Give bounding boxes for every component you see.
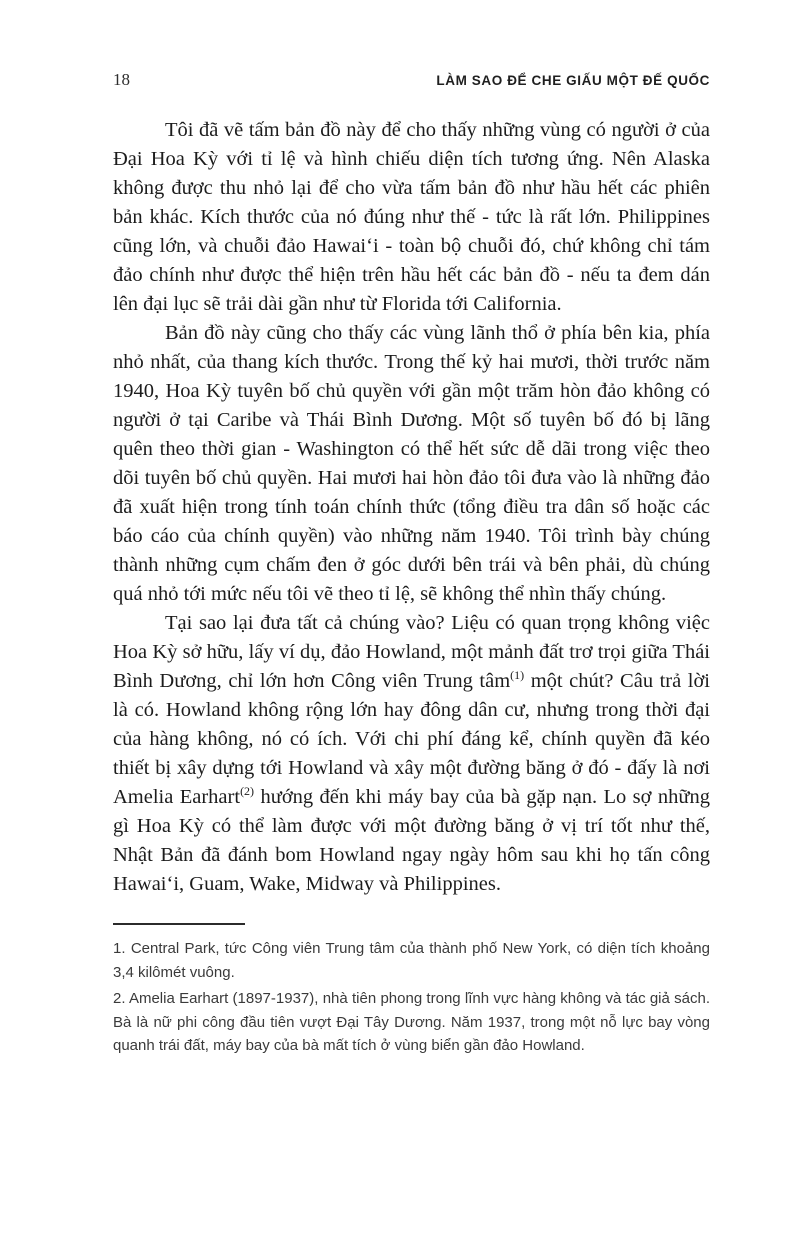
footnote-ref-2: (2) xyxy=(240,784,255,799)
footnotes-section xyxy=(113,923,710,1058)
body-text xyxy=(113,116,710,899)
footnote-2: 2. Amelia Earhart (1897-1937), nhà tiên phong trong lĩnh vực hàng không và tác giả sách. Bà là nữ phi công đầu tiên vượt Đại Tây Dương. Năm 1937, trong một nỗ lực bay vòng quanh trái đất, máy bay của bà mất tích ở vùng biển gần đảo Howland. xyxy=(113,990,710,1054)
footnote-separator xyxy=(113,923,245,925)
paragraph-2: Bản đồ này cũng cho thấy các vùng lãnh thổ ở phía bên kia, phía nhỏ nhất, của thang kích thước. Trong thế kỷ hai mươi, thời trước năm 1940, Hoa Kỳ tuyên bố chủ quyền với gần một trăm hòn đảo không có người ở tại Caribe và Thái Bình Dương. Một số tuyên bố đó bị lãng quên theo thời gian - Washington có thể hết sức dễ dãi trong việc theo dõi tuyên bố chủ quyền. Hai mươi hai hòn đảo tôi đưa vào là những đảo đã xuất hiện trong tính toán chính thức (tổng điều tra dân số hoặc các báo cáo của chính quyền) vào những năm 1940. Tôi trình bày chúng thành những cụm chấm đen ở góc dưới bên trái và bên phải, dù chúng quá nhỏ tới mức nếu tôi vẽ theo tỉ lệ, sẽ không thể nhìn thấy chúng. xyxy=(113,322,710,605)
footnote-1: 1. Central Park, tức Công viên Trung tâm của thành phố New York, có diện tích khoảng 3,4 kilômét vuông. xyxy=(113,940,710,981)
paragraph-3-text-b: một chút? Câu trả lời là có. Howland không rộng lớn hay đông dân cư, nhưng trong thời đại của hàng không, nó có ích. Với chi phí đáng kể, chính quyền đã kéo thiết bị xây dựng tới Howland và xây một đường băng ở đó - đấy là nơi Amelia Earhart xyxy=(113,670,710,808)
paragraph-1: Tôi đã vẽ tấm bản đồ này để cho thấy những vùng có người ở của Đại Hoa Kỳ với tỉ lệ và hình chiếu diện tích tương ứng. Nên Alaska không được thu nhỏ lại để cho vừa tấm bản đồ như hầu hết các phiên bản khác. Kích thước của nó đúng như thế - tức là rất lớn. Philippines cũng lớn, và chuỗi đảo Hawaiʻi - toàn bộ chuỗi đó, chứ không chỉ tám đảo chính như được thể hiện trên hầu hết các bản đồ - nếu ta đem dán lên đại lục sẽ trải dài gần như từ Florida tới California. xyxy=(113,119,710,315)
paragraph-3-text-a: Tại sao lại đưa tất cả chúng vào? Liệu có quan trọng không việc Hoa Kỳ sở hữu, lấy ví dụ, đảo Howland, một mảnh đất trơ trọi giữa Thái Bình Dương, chỉ lớn hơn Công viên Trung tâm xyxy=(113,612,710,692)
page-number: 18 xyxy=(113,70,130,89)
page-header xyxy=(113,70,710,90)
footnote-ref-1: (1) xyxy=(510,668,525,683)
running-title: LÀM SAO ĐỂ CHE GIẤU MỘT ĐẾ QUỐC xyxy=(436,73,710,88)
paragraph-3-text-c: hướng đến khi máy bay của bà gặp nạn. Lo sợ những gì Hoa Kỳ có thể làm được với một đường băng ở vị trí tốt như thế, Nhật Bản đã đánh bom Howland ngay ngày hôm sau khi họ tấn công Hawaiʻi, Guam, Wake, Midway và Philippines. xyxy=(113,786,710,895)
paragraph-3 xyxy=(113,609,710,899)
